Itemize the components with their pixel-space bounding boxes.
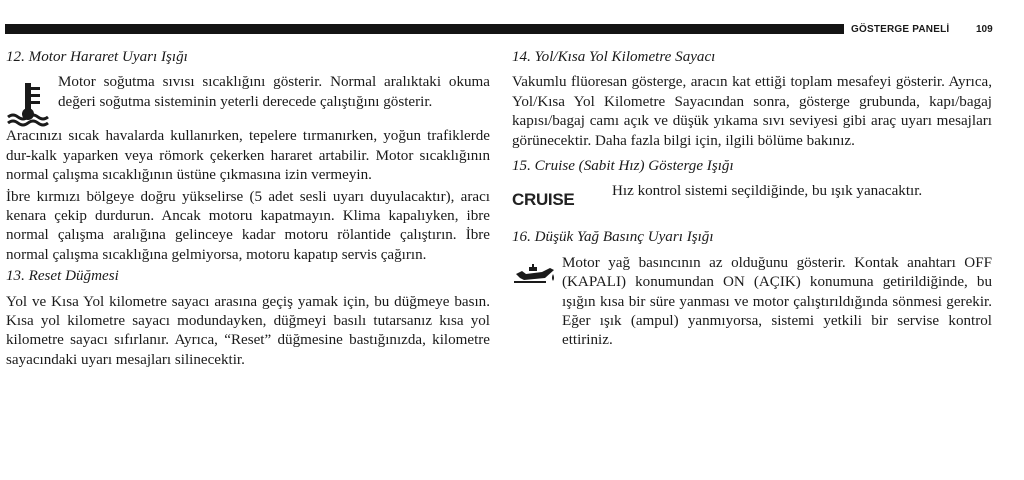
engine-temp-paragraph-2: İbre kırmızı bölgeye doğru yükselirse (5 adet sesli uyarı duyulacaktır), aracı kenara çekip durdurun. Ancak motoru kapatmayın. Klima kapalıyken, ibre normal çalışma aralığına gelinceye kadar motoru rölantide çalıştırın. İbre normal çalışma sıcaklığına gelmiyorsa, motoru kapatıp servis çağırın. — [6, 188, 490, 263]
coolant-temperature-icon — [6, 81, 50, 127]
left-column — [6, 48, 490, 372]
odometer-paragraph: Vakumlu flüoresan gösterge, aracın kat ettiği toplam mesafeyi gösterir. Ayrıca, Yol/Kısa Yol Kilometre Sayacından sonra, gösterge grubunda, kapı/bagaj kapısı/bagaj camı açık ve düşük yıkama sıvı seviyesi gibi araç uyarı mesajları görünecektir. Daha fazla bilgi için, ilgili bölüme bakınız. — [512, 74, 992, 149]
cruise-indicator-icon: CRUISE — [512, 190, 575, 210]
engine-temp-description: Motor soğutma sıvısı sıcaklığını gösterir. Normal aralıktaki okuma değeri soğutma sisteminin yeterli derecede çalıştığını gösterir. — [58, 74, 490, 110]
oil-pressure-icon — [512, 262, 556, 288]
header-rule — [5, 24, 844, 34]
heading-oil-pressure-light: 16. Düşük Yağ Basınç Uyarı Işığı — [512, 229, 714, 246]
oil-pressure-block — [512, 254, 992, 353]
heading-reset-button: 13. Reset Düğmesi — [6, 268, 119, 285]
engine-temp-paragraph-1: Aracınızı sıcak havalarda kullanırken, tepelere tırmanırken, yoğun trafiklerde dur-kalk yaparken veya römork çekerken hararet artabilir. Motor sıcaklığının normal çalışma sıcaklığının üstüne çıkmasına izin vermeyin. — [6, 128, 490, 184]
heading-odometer: 14. Yol/Kısa Yol Kilometre Sayacı — [512, 49, 716, 65]
heading-cruise-light: 15. Cruise (Sabit Hız) Gösterge Işığı — [512, 158, 734, 175]
cruise-description: Hız kontrol sistemi seçildiğinde, bu ışık yanacaktır. — [612, 183, 923, 200]
cruise-block — [512, 182, 992, 210]
oil-pressure-description: Motor yağ basıncının az olduğunu gösterir. Kontak anahtarı OFF (KAPALI) konumundan ON (AÇIK) konumuna getirildiğinde, bu ışığın kısa bir süre yanması ve motor çalıştırıldığında sönmesi gerekir. Eğer ışık (ampul) yanmıyorsa, sistemi yetkili bir servise kontrol ettiriniz. — [562, 254, 992, 349]
heading-engine-temp-light: 12. Motor Hararet Uyarı Işığı — [6, 49, 188, 65]
engine-temp-block — [6, 73, 490, 127]
section-title: GÖSTERGE PANELİ — [851, 24, 950, 35]
reset-button-paragraph: Yol ve Kısa Yol kilometre sayacı arasına geçiş yamak için, bu düğmeye basın. Kısa yol kilometre sayacı modundayken, düğmeyi basılı tutarsanız kısa yol kilometre sayacı sıfırlanır. Ayrıca, “Reset” düğmesine bastığınızda, kilometre sayacındaki uyarı mesajları silinecektir. — [6, 293, 490, 368]
page-number: 109 — [976, 24, 993, 35]
right-column — [512, 48, 992, 353]
